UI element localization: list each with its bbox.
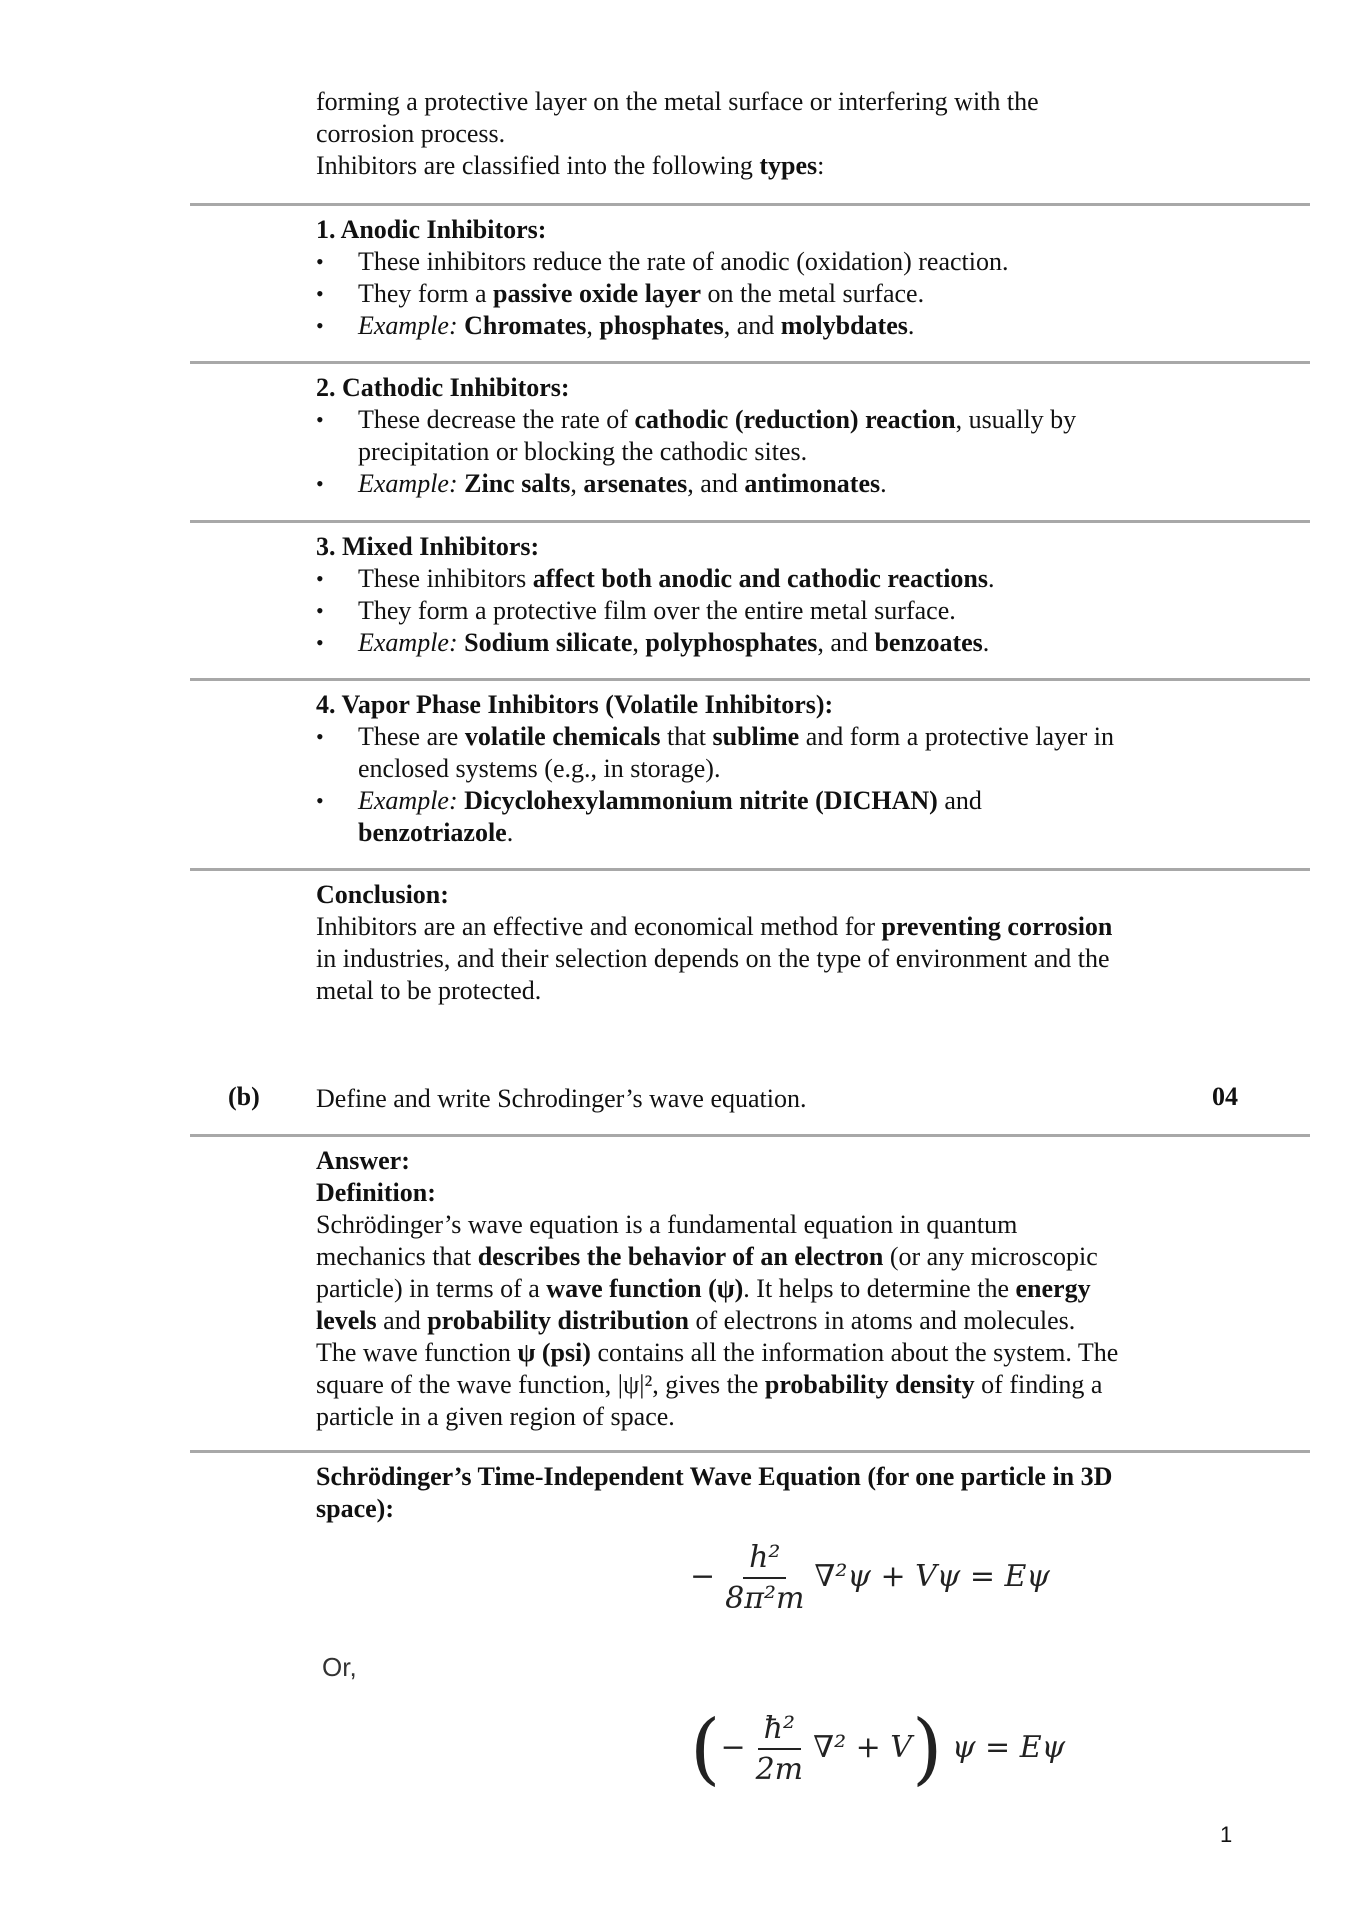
divider-3 [190,520,1310,523]
fraction: $\frac{\text{h²}}{\text{8π²m}}$ [725,1540,805,1616]
conclusion-title: Conclusion: [316,880,449,909]
cathodic-list [316,404,1186,500]
answer-section [316,1145,1186,1433]
fraction: $\frac{\text{ħ²}}{2m}$ [755,1711,804,1787]
answer-line-7: particle in a given region of space. [316,1402,675,1431]
conclusion-line-2: in industries, and their selection depends on the type of environment and the [316,944,1110,973]
list-item: • Example: Zinc salts, arsenates, and antimonates. [316,468,1186,500]
list-item: • Example: Sodium silicate, polyphosphates, and benzoates. [316,627,1186,659]
tise-heading: Schrödinger’s Time-Independent Wave Equation (for one particle in 3D space): [316,1462,1113,1523]
divider-4 [190,678,1310,681]
answer-line-4: levels and probability distribution of electrons in atoms and molecules. [316,1306,1076,1335]
intro-line-2: corrosion process. [316,119,506,148]
answer-line-5: The wave function ψ (psi) contains all the information about the system. The [316,1338,1119,1367]
equation-time-independent: − $\frac{\text{h²}}{\text{8π²m}}$ ∇²ψ + Vψ = Eψ [690,1540,1050,1616]
answer-line-2: mechanics that describes the behavior of an electron (or any microscopic [316,1242,1098,1271]
intro-line-1: forming a protective layer on the metal surface or interfering with the [316,87,1039,116]
question-text: Define and write Schrodinger’s wave equation. [316,1084,807,1113]
conclusion-section [316,879,1186,1007]
answer-title: Answer: [316,1146,410,1175]
question-label: (b) [228,1082,260,1111]
cathodic-section [316,372,1186,500]
divider-1 [190,203,1310,206]
intro-paragraph [316,86,1186,182]
list-item: • These inhibitors affect both anodic and cathodic reactions. [316,563,1186,595]
list-item: • Example: Chromates, phosphates, and molybdates. [316,310,1186,342]
answer-line-1: Schrödinger’s wave equation is a fundamental equation in quantum [316,1210,1018,1239]
list-item: • They form a passive oxide layer on the metal surface. [316,278,1186,310]
mixed-title: 3. Mixed Inhibitors: [316,532,540,561]
vapor-title: 4. Vapor Phase Inhibitors (Volatile Inhibitors): [316,690,834,719]
divider-6 [190,1134,1310,1137]
anodic-list [316,246,1186,342]
vapor-section [316,689,1186,849]
page-number: 1 [1220,1822,1233,1847]
list-item: • These inhibitors reduce the rate of anodic (oxidation) reaction. [316,246,1186,278]
list-item: • Example: Dicyclohexylammonium nitrite (DICHAN) and benzotriazole. [316,785,1186,849]
question-marks: 04 [1212,1082,1238,1111]
list-item: • These decrease the rate of cathodic (reduction) reaction, usually by precipitation or blocking the cathodic sites. [316,404,1186,468]
definition-title: Definition: [316,1178,436,1207]
anodic-section [316,214,1186,342]
list-item: • They form a protective film over the entire metal surface. [316,595,1186,627]
list-item: • These are volatile chemicals that sublime and form a protective layer in enclosed systems (e.g., in storage). [316,721,1186,785]
or-text: Or, [322,1652,357,1682]
anodic-title: 1. Anodic Inhibitors: [316,215,547,244]
conclusion-line-3: metal to be protected. [316,976,542,1005]
conclusion-line-1: Inhibitors are an effective and economical method for preventing corrosion [316,912,1113,941]
divider-5 [190,868,1310,871]
equation-reduced-planck: (− $\frac{\text{ħ²}}{2m}$ ∇² + V) ψ = Eψ [690,1704,1066,1794]
mixed-list [316,563,1186,659]
intro-line-3: Inhibitors are classified into the following types: [316,151,825,180]
answer-line-6: square of the wave function, |ψ|², gives the probability density of finding a [316,1370,1103,1399]
divider-2 [190,361,1310,364]
divider-7 [190,1450,1310,1453]
cathodic-title: 2. Cathodic Inhibitors: [316,373,570,402]
answer-line-3: particle) in terms of a wave function (ψ). It helps to determine the energy [316,1274,1091,1303]
mixed-section [316,531,1186,659]
vapor-list [316,721,1186,849]
